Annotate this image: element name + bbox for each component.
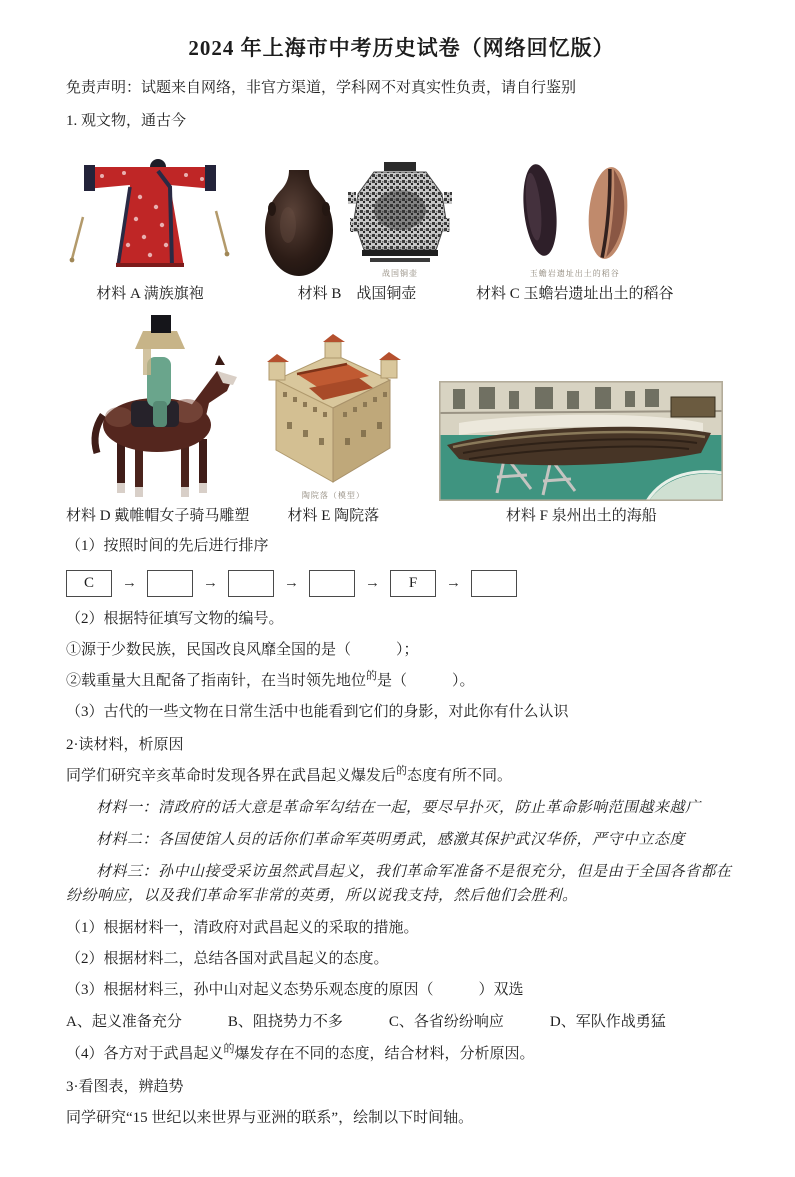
q2-intro: [66, 764, 737, 788]
q1-sub2: （2）根据特征填写文物的编号。: [66, 611, 284, 627]
arrow-icon: →: [203, 575, 218, 591]
sequence-box-5: F: [390, 570, 436, 597]
arrow-icon: →: [284, 575, 299, 591]
option-d: D、军队作战勇猛: [549, 1014, 666, 1030]
material-d-caption: 材料 D 戴帷帽女子骑马雕塑: [66, 508, 250, 524]
q2-intro-post: 态度有所不同。: [407, 768, 513, 784]
q1-item2-pre: ②载重量大且配备了指南针，在当时领先地位: [66, 673, 367, 689]
q1-item2: [66, 669, 737, 693]
q2-options-row: [66, 1010, 737, 1034]
material-d-figure: [66, 313, 249, 527]
q2-sub2: （2）根据材料二，总结各国对武昌起义的态度。: [66, 951, 389, 967]
material-a-caption: 材料 A 满族旗袍: [96, 286, 204, 302]
q2-intro-pre: 同学们研究辛亥革命时发现各界在武昌起义爆发后: [66, 768, 397, 784]
arrow-icon: →: [446, 575, 461, 591]
q2-material2: 材料二：各国使馆人员的话你们革命军英明勇武，感激其保护武汉华侨，严守中立态度: [96, 832, 686, 848]
quanzhou-ship-image: [439, 381, 723, 501]
option-b: B、阻挠势力不多: [227, 1014, 343, 1030]
disclaimer-text: 免责声明：试题来自网络，非官方渠道，学科网不对真实性负责，请自行鉴别: [66, 80, 577, 96]
q2-sub4-sup: 的: [223, 1043, 235, 1055]
q1-item2-sup: 的: [366, 670, 378, 682]
material-a-figure: [66, 141, 234, 305]
q1-sub3: （3）古代的一些文物在日常生活中也能看到它们的身影，对此你有什么认识: [66, 704, 569, 720]
sequence-box-2: [147, 570, 193, 597]
material-c-figure: [476, 158, 674, 305]
q2-sub4-post: 爆发存在不同的态度，结合材料，分析原因。: [234, 1046, 535, 1062]
q2-sub1: （1）根据材料一，清政府对武昌起义的采取的措施。: [66, 920, 419, 936]
q1-item2-post: 是（ ）。: [377, 673, 475, 689]
rice-grains-subcaption: 玉蟾岩遗址出土的稻谷: [529, 269, 620, 278]
figure-row-1: [66, 141, 737, 305]
sequence-box-3: [228, 570, 274, 597]
arrow-icon: →: [365, 575, 380, 591]
q2-sub4-pre: （4）各方对于武昌起义: [66, 1046, 224, 1062]
material-b-caption: 材料 B 战国铜壶: [297, 286, 417, 302]
option-c: C、各省纷纷响应: [388, 1014, 504, 1030]
bronze-vessel-rubbing-image: [348, 162, 452, 268]
q2-sub3: （3）根据材料三，孙中山对起义态势乐观态度的原因（ ）双选: [66, 982, 524, 998]
sequence-row: [66, 570, 737, 597]
q2-sub4: [66, 1042, 737, 1066]
option-a: A、起义准备充分: [66, 1014, 182, 1030]
question-2-heading: 2·读材料，析原因: [66, 737, 184, 753]
pottery-courtyard-subcaption: 陶院落（模型）: [301, 491, 365, 500]
q2-material3: 材料三：孙中山接受采访虽然武昌起义，我们革命军准备不是很充分，但是由于全国各省都在纷纷响应，以及我们革命军非常的英勇，所以说我支持，然后他们会胜利。: [66, 864, 732, 904]
q2-material1: 材料一：清政府的话大意是革命军勾结在一起，要尽早扑灭，防止革命影响范围越来越广: [96, 800, 701, 816]
figure-row-2: [66, 313, 737, 527]
q1-sub1: （1）按照时间的先后进行排序: [66, 538, 269, 554]
horse-rider-sculpture-image: [67, 313, 249, 501]
q3-intro: 同学研究“15 世纪以来世界与亚洲的联系”，绘制以下时间轴。: [66, 1110, 474, 1126]
sequence-box-4: [309, 570, 355, 597]
bronze-pot-image: [262, 167, 336, 279]
q1-item1: ①源于少数民族，民国改良风靡全国的是（ ）；: [66, 642, 419, 658]
material-f-figure: [439, 381, 723, 527]
question-3-heading: 3·看图表，辨趋势: [66, 1079, 184, 1095]
question-1-heading: 1. 观文物，通古今: [66, 113, 187, 129]
material-e-caption: 材料 E 陶院落: [287, 508, 380, 524]
material-b-figure: [262, 162, 452, 305]
material-e-figure: [259, 326, 407, 527]
q2-intro-sup: 的: [396, 765, 408, 777]
manchu-robe-image: [66, 141, 234, 279]
material-f-caption: 材料 F 泉州出土的海船: [505, 508, 657, 524]
rice-grains-image: [500, 158, 650, 268]
page-title: 2024 年上海市中考历史试卷（网络回忆版）: [188, 36, 615, 60]
pottery-courtyard-image: [259, 326, 407, 490]
arrow-icon: →: [122, 575, 137, 591]
sequence-box-6: [471, 570, 517, 597]
bronze-vessel-subcaption: 战国铜壶: [382, 269, 418, 278]
sequence-box-1: C: [66, 570, 112, 597]
material-c-caption: 材料 C 玉蟾岩遗址出土的稻谷: [476, 286, 674, 302]
